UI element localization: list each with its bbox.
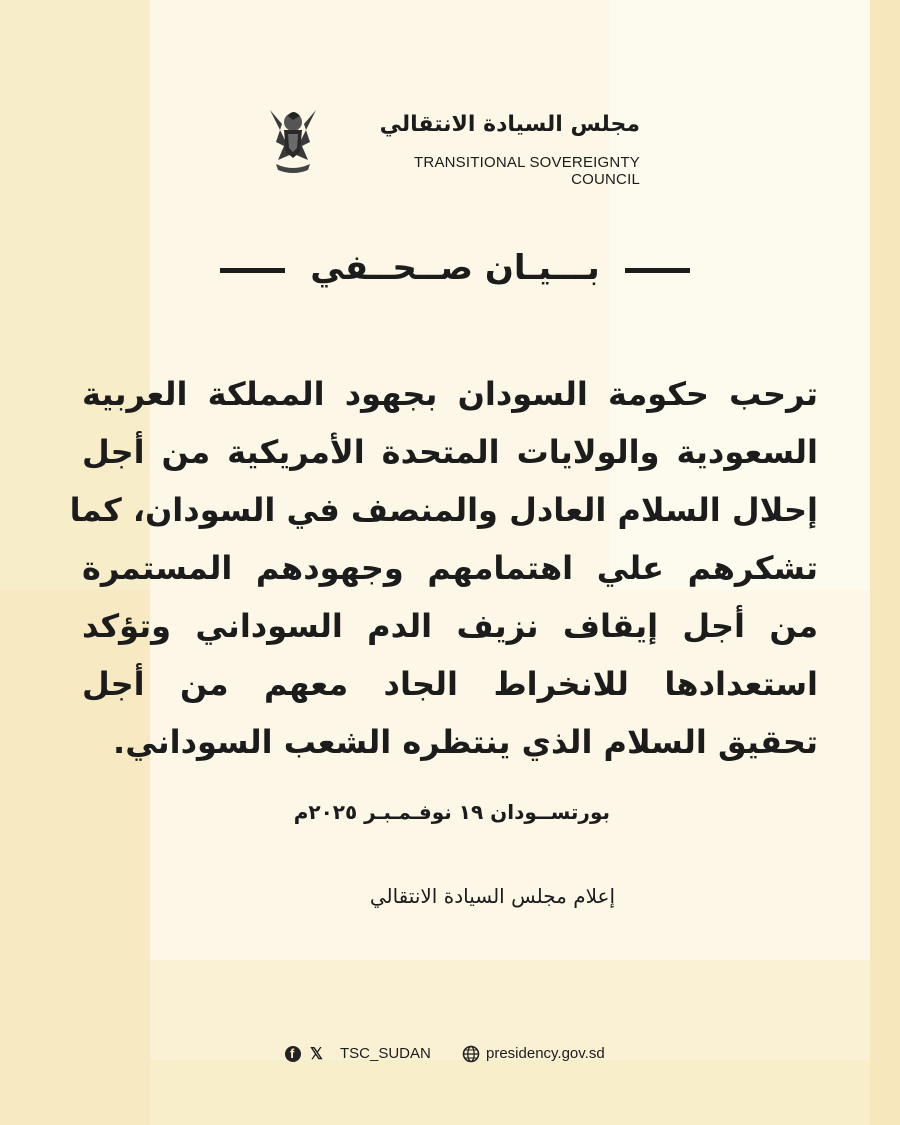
social-handle[interactable]: TSC_SUDAN: [340, 1045, 431, 1062]
globe-icon: [462, 1045, 480, 1063]
statement-title: بـــيـان صــحــفي: [310, 248, 600, 288]
footer: [280, 1042, 630, 1070]
statement-line: ترحب حكومة السودان بجهود المملكة العربية: [82, 375, 818, 413]
statement-line: إحلال السلام العادل والمنصف في السودان، كما: [69, 491, 818, 529]
background-panel: [870, 0, 900, 1125]
website-link[interactable]: presidency.gov.sd: [486, 1045, 605, 1062]
council-name-arabic: مجلس السيادة الانتقالي: [379, 112, 640, 137]
divider: [220, 268, 285, 273]
council-name-english: TRANSITIONAL SOVEREIGNTY COUNCIL: [414, 154, 640, 188]
statement-line: تشكرهم علي اهتمامهم وجهودهم المستمرة: [82, 549, 818, 587]
sudan-emblem-icon: [262, 102, 324, 176]
statement-line: من أجل إيقاف نزيف الدم السوداني وتؤكد: [82, 607, 818, 645]
statement-line: تحقيق السلام الذي ينتظره الشعب السوداني.: [113, 723, 818, 761]
statement-line: السعودية والولايات المتحدة الأمريكية من أجل: [82, 433, 818, 471]
divider: [625, 268, 690, 273]
council-header: [262, 102, 642, 188]
facebook-icon[interactable]: [285, 1046, 301, 1062]
x-icon[interactable]: 𝕏: [310, 1046, 323, 1063]
signature: إعلام مجلس السيادة الانتقالي: [369, 884, 615, 908]
statement-line: استعدادها للانخراط الجاد معهم من أجل: [82, 665, 818, 703]
statement-body: [69, 365, 818, 771]
statement-title-row: [220, 248, 690, 292]
place-and-date: بورتســودان ١٩ نوفـمـبـر ٢٠٢٥م: [293, 800, 610, 824]
